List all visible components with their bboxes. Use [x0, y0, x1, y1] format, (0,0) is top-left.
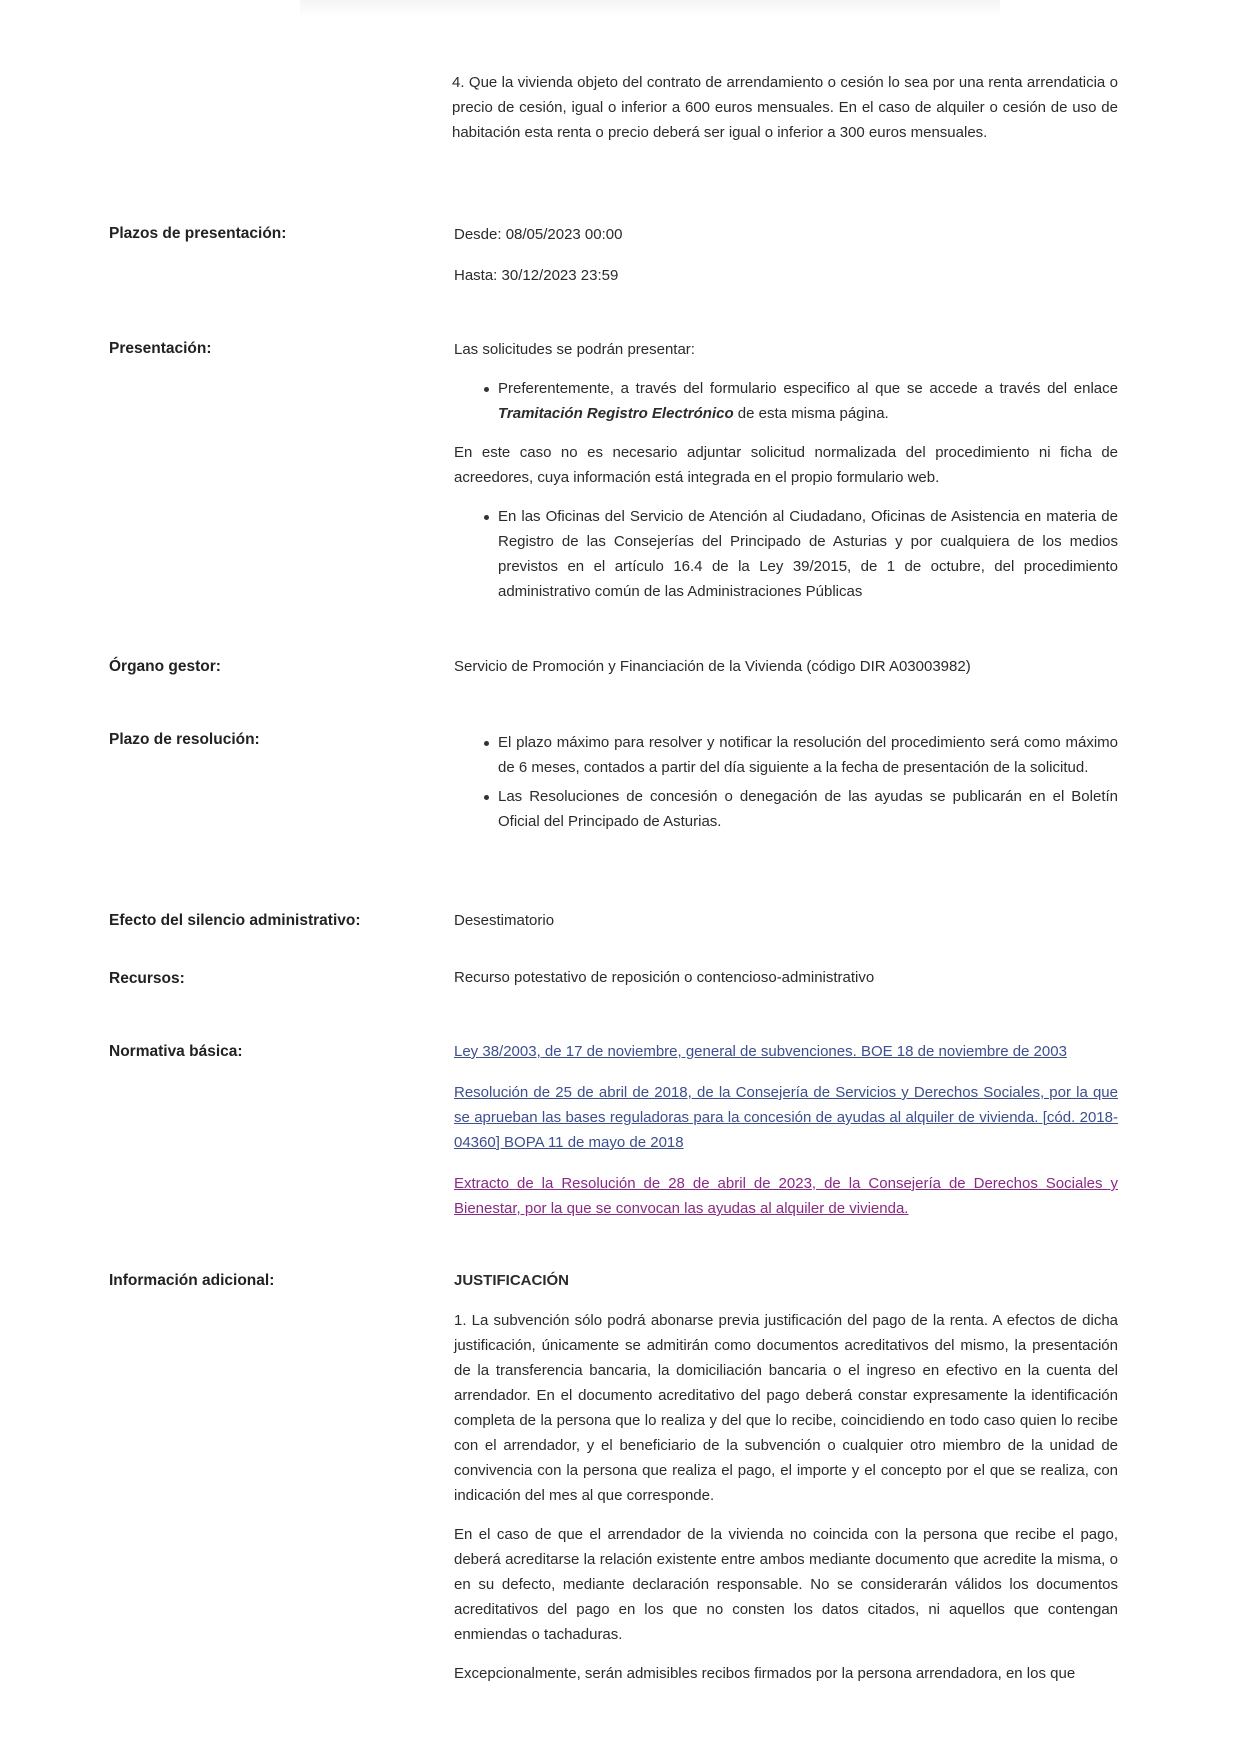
plazos-hasta: Hasta: 30/12/2023 23:59 [454, 267, 619, 284]
normativa-content [454, 1039, 1118, 1235]
plazo-resolucion-content [454, 730, 1118, 848]
organo-value: Servicio de Promoción y Financiación de la Vivienda (código DIR A03003982) [454, 658, 971, 675]
intro-paragraph: 4. Que la vivienda objeto del contrato de arrendamiento o cesión lo sea por una renta arrendaticia o precio de cesión, igual o inferior a 600 euros mensuales. En el caso de alquiler o cesión de uso de habitación esta renta o precio deberá ser igual o inferior a 300 euros mensuales. [452, 74, 1118, 141]
label-plazo-resolucion: Plazo de resolución: [109, 731, 260, 748]
list-item: Preferentemente, a través del formulario especifico al que se accede a través del enlace Tramitación Registro Electrónico de esta misma página. [498, 376, 1118, 426]
presentacion-content [454, 337, 1118, 618]
extracto-2023-link[interactable]: Extracto de la Resolución de 28 de abril de 2023, de la Consejería de Derechos Sociales y Bienestar, por la que se convocan las ayudas al alquiler de vivienda. [454, 1175, 1118, 1217]
presentacion-list-2 [454, 504, 1118, 604]
justificacion-heading: JUSTIFICACIÓN [454, 1272, 570, 1289]
recursos-value: Recurso potestativo de reposición o contencioso-administrativo [454, 969, 875, 986]
justificacion-p1: 1. La subvención sólo podrá abonarse previa justificación del pago de la renta. A efectos de dicha justificación, únicamente se admitirán como documentos acreditativos del mismo, la presentación de la transferencia bancaria, la domiciliación bancaria o el ingreso en efectivo en la cuenta del arrendador. En el documento acreditativo del pago deberá constar expresamente la identificación completa de la persona que lo realiza y del que lo recibe, coincidiendo en todo caso quien lo recibe con el arrendador, y el beneficiario de la subvención o cualquier otro miembro de la unidad de convivencia con la persona que realiza el pago, el importe y el concepto por el que se realiza, con indicación del mes al que corresponde. [454, 1312, 1118, 1504]
plazos-content [454, 222, 1118, 302]
label-organo: Órgano gestor: [109, 658, 221, 675]
list-item: Las Resoluciones de concesión o denegación de las ayudas se publicarán en el Boletín Oficial del Principado de Asturias. [498, 784, 1118, 834]
presentacion-intro: Las solicitudes se podrán presentar: [454, 341, 695, 358]
plazos-desde: Desde: 08/05/2023 00:00 [454, 226, 623, 243]
label-presentacion: Presentación: [109, 340, 212, 357]
tramitacion-link[interactable]: Tramitación Registro Electrónico [498, 405, 734, 422]
scan-shadow [300, 0, 1000, 18]
plazo-resolucion-list [454, 730, 1118, 834]
informacion-content [454, 1268, 1118, 1700]
ley-38-2003-link[interactable]: Ley 38/2003, de 17 de noviembre, general de subvenciones. BOE 18 de noviembre de 2003 [454, 1043, 1067, 1060]
label-normativa: Normativa básica: [109, 1043, 243, 1060]
label-plazos: Plazos de presentación: [109, 225, 287, 242]
label-informacion: Información adicional: [109, 1272, 275, 1289]
resolucion-2018-link[interactable]: Resolución de 25 de abril de 2018, de la Consejería de Servicios y Derechos Sociales, por la que se aprueban las bases reguladoras para la concesión de ayudas al alquiler de vivienda. [cód. 2018-04360] BOPA 11 de mayo de 2018 [454, 1084, 1118, 1151]
justificacion-p2: En el caso de que el arrendador de la vivienda no coincida con la persona que recibe el pago, deberá acreditarse la relación existente entre ambos mediante documento que acredite la misma, o en su defecto, mediante declaración responsable. No se considerarán válidos los documentos acreditativos del pago en los que no consten los datos citados, ni aquellos que contengan enmiendas o tachaduras. [454, 1526, 1118, 1643]
list-item: En las Oficinas del Servicio de Atención al Ciudadano, Oficinas de Asistencia en materia de Registro de las Consejerías del Principado de Asturias y por cualquiera de los medios previstos en el artículo 16.4 de la Ley 39/2015, de 1 de octubre, del procedimiento administrativo común de las Administraciones Públicas [498, 504, 1118, 604]
label-silencio: Efecto del silencio administrativo: [109, 912, 361, 929]
justificacion-p3: Excepcionalmente, serán admisibles recibos firmados por la persona arrendadora, en los que [454, 1665, 1076, 1682]
silencio-value: Desestimatorio [454, 912, 555, 929]
presentacion-para: En este caso no es necesario adjuntar solicitud normalizada del procedimiento ni ficha de acreedores, cuya información está integrada en el propio formulario web. [454, 444, 1118, 486]
presentacion-list-1 [454, 376, 1118, 426]
label-recursos: Recursos: [109, 970, 185, 987]
list-item: El plazo máximo para resolver y notificar la resolución del procedimiento será como máximo de 6 meses, contados a partir del día siguiente a la fecha de presentación de la solicitud. [498, 730, 1118, 780]
